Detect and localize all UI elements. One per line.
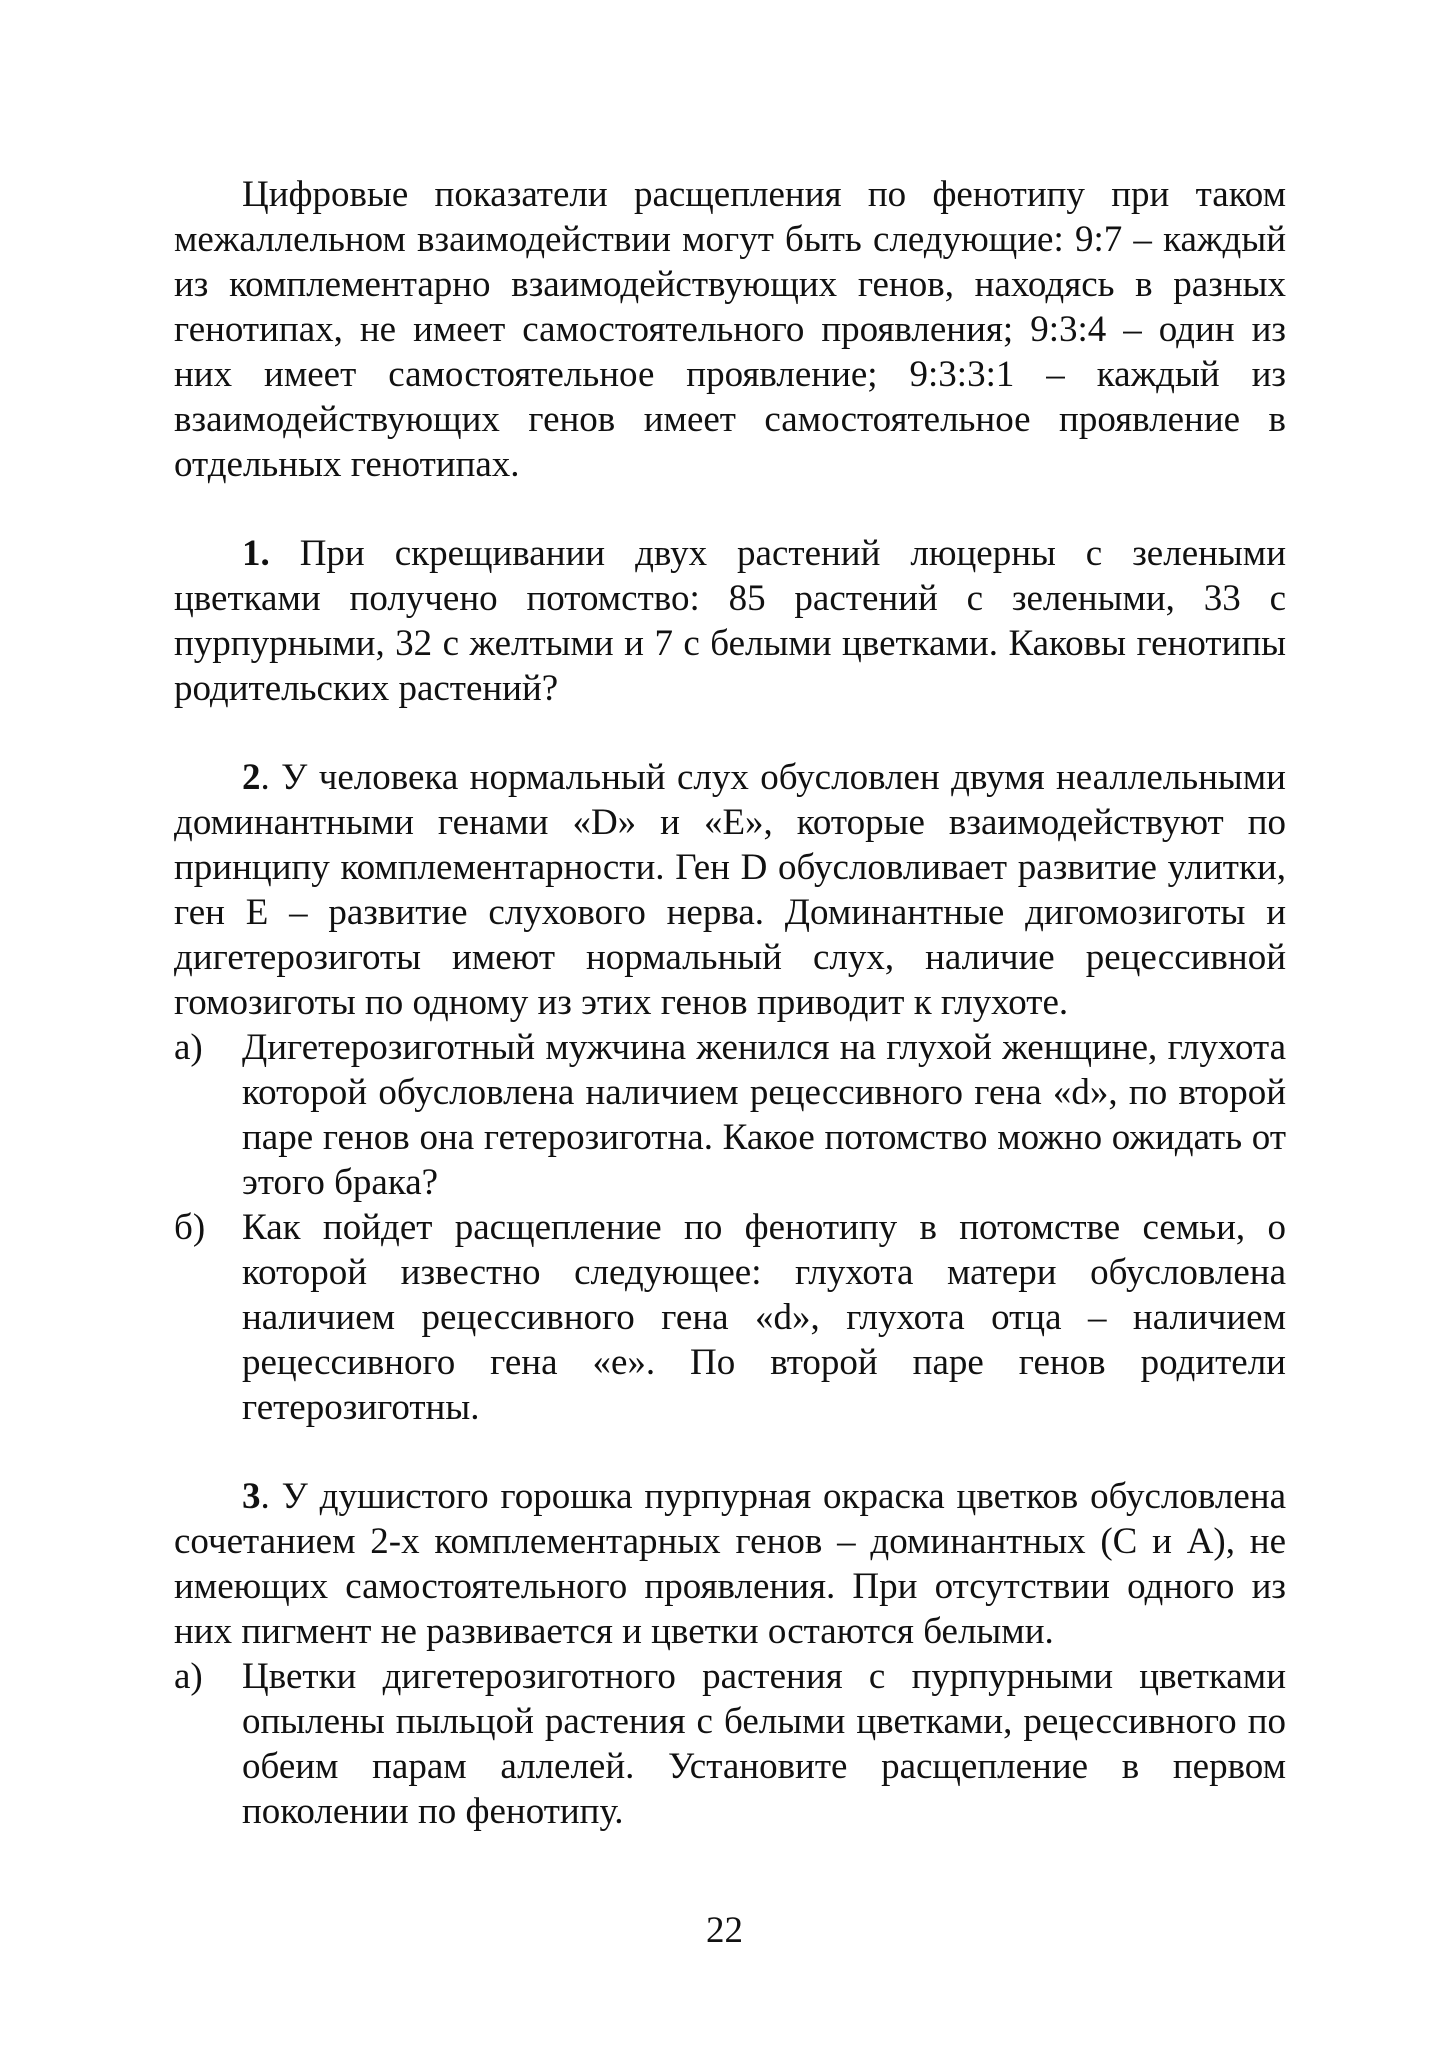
task-3-item-a-text: Цветки дигетерозиготного растения с пурпурными цветками опылены пыльцой растения с белыми цветками, рецессивного по обеим парам аллелей. Установите расщепление в первом поколении по фенотипу.	[242, 1656, 1286, 1832]
task-2-item-b-text: Как пойдет расщепление по фенотипу в потомстве семьи, о которой известно следующее: глухота матери обусловлена наличием рецессивного гена «d», глухота отца – наличием рецессивного гена «e». По второй паре генов родители гетерозиготны.	[242, 1207, 1286, 1428]
task-1	[174, 531, 1286, 711]
task-2-item-a	[174, 1025, 1286, 1205]
task-2-number: 2	[242, 757, 261, 798]
task-2-item-a-marker: а)	[174, 1027, 203, 1068]
task-1-number: 1.	[242, 533, 270, 574]
task-3-number: 3	[242, 1476, 261, 1517]
task-3-item-a-marker: а)	[174, 1656, 203, 1697]
task-2-item-b	[174, 1205, 1286, 1430]
task-3-item-a	[174, 1654, 1286, 1834]
page-body	[174, 172, 1286, 1834]
task-3	[174, 1474, 1286, 1654]
task-2	[174, 755, 1286, 1025]
task-2-item-b-marker: б)	[174, 1207, 206, 1248]
task-2-text: . У человека нормальный слух обусловлен двумя неаллельными доминантными генами «D» и «E», которые взаимодействуют по принципу комплементарности. Ген D обусловливает развитие улитки, ген E – развитие слухового нерва. Доминантные дигомозиготы и дигетерозиготы имеют нормальный слух, наличие рецессивной гомозиготы по одному из этих генов приводит к глухоте.	[174, 757, 1286, 1023]
intro-paragraph: Цифровые показатели расщепления по фенотипу при таком межаллельном взаимодействии могут быть следующие: 9:7 – каждый из комплементарно взаимодействующих генов, находясь в разных генотипах, не имеет самостоятельного проявления; 9:3:4 – один из них имеет самостоятельное проявление; 9:3:3:1 – каждый из взаимодействующих генов имеет самостоятельное проявление в отдельных генотипах.	[174, 174, 1286, 485]
task-2-item-a-text: Дигетерозиготный мужчина женился на глухой женщине, глухота которой обусловлена наличием рецессивного гена «d», по второй паре генов она гетерозиготна. Какое потомство можно ожидать от этого брака?	[242, 1027, 1286, 1203]
task-3-text: . У душистого горошка пурпурная окраска цветков обусловлена сочетанием 2-х комплементарных генов – доминантных (C и A), не имеющих самостоятельного проявления. При отсутствии одного из них пигмент не развивается и цветки остаются белыми.	[174, 1476, 1286, 1652]
task-1-text: При скрещивании двух растений люцерны с зелеными цветками получено потомство: 85 растений с зелеными, 33 с пурпурными, 32 с желтыми и 7 с белыми цветками. Каковы генотипы родительских растений?	[174, 533, 1286, 709]
page-number: 22	[706, 1910, 743, 1951]
